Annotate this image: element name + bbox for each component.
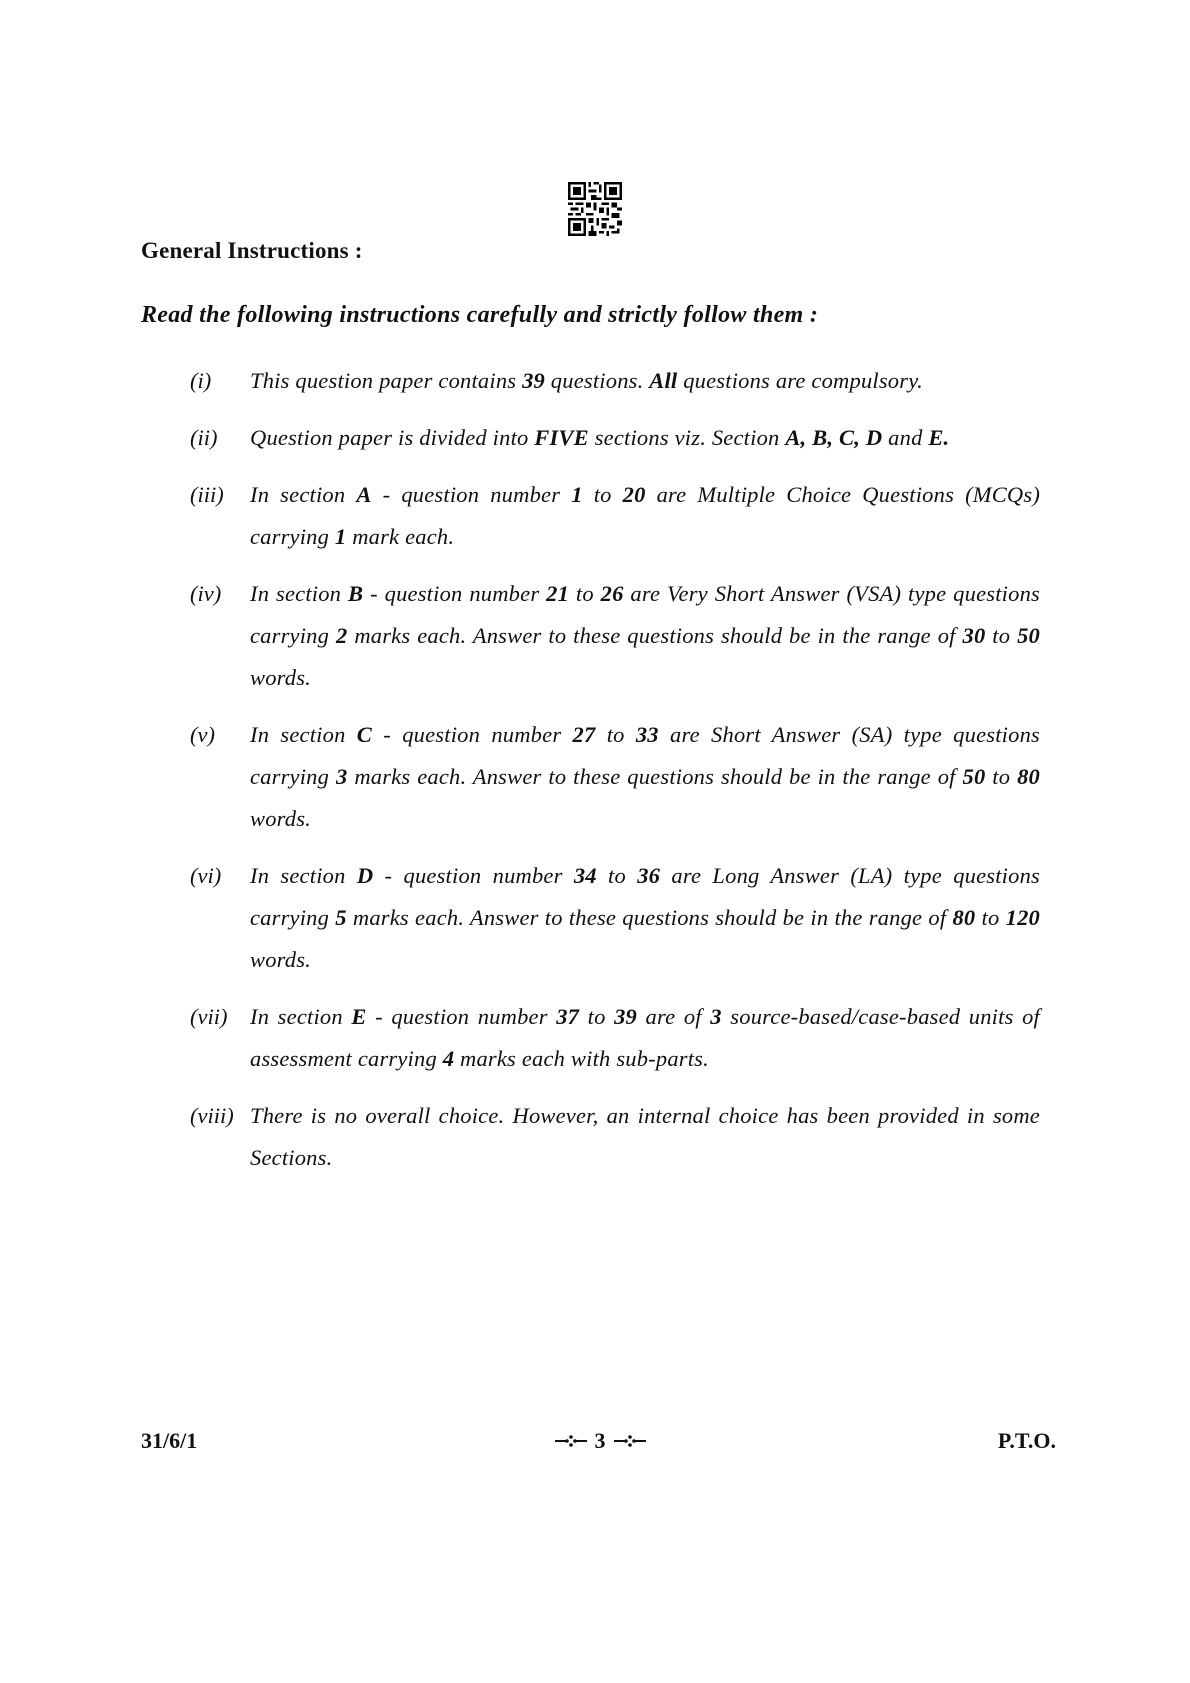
emphasis-text: E. [928, 425, 950, 450]
instruction-text-run: In section [250, 482, 357, 507]
instruction-text-run: sections viz. Section [588, 425, 786, 450]
instruction-text-run: - question number [373, 863, 574, 888]
instruction-text-run: In section [250, 1004, 352, 1029]
diamond-ornament-icon [614, 1434, 646, 1448]
emphasis-text: 80 [1017, 764, 1040, 789]
instructions-subheading: Read the following instructions carefully and strictly follow them : [141, 302, 819, 328]
emphasis-text: 37 [556, 1004, 580, 1029]
instruction-text-run: mark each. [346, 524, 455, 549]
instruction-text-run: - question number [371, 482, 572, 507]
instruction-text [250, 855, 1040, 981]
emphasis-text: C [356, 722, 373, 747]
instruction-text-run: are Long Answer (LA) type questions carrying [250, 863, 1040, 930]
instruction-text [250, 1095, 1040, 1179]
emphasis-text: 20 [622, 482, 646, 507]
instruction-text-run: In section [250, 722, 357, 747]
instruction-text-run: - question number [366, 1004, 557, 1029]
emphasis-text: 3 [335, 764, 348, 789]
instruction-text-run: to [985, 764, 1018, 789]
emphasis-text: 3 [710, 1004, 722, 1029]
instruction-list [190, 360, 1040, 1194]
page-footer [0, 1428, 1190, 1464]
instruction-item [190, 417, 1040, 459]
instruction-text-run: marks each. Answer to these questions should be in the range of [347, 623, 963, 648]
instruction-text-run: to [595, 722, 636, 747]
instruction-text-run: questions. [544, 368, 650, 393]
emphasis-text: 1 [334, 524, 347, 549]
emphasis-text: 50 [1017, 623, 1040, 648]
instruction-text-run: In section [250, 581, 348, 606]
emphasis-text: 5 [335, 905, 347, 930]
instruction-text-run: This question paper contains [250, 368, 523, 393]
diamond-ornament-icon [555, 1434, 587, 1448]
instruction-text-run: to [582, 482, 623, 507]
instruction-item [190, 360, 1040, 402]
instruction-text-run: - question number [372, 722, 573, 747]
emphasis-text: 120 [1005, 905, 1040, 930]
instruction-number: (vi) [190, 863, 222, 888]
instruction-text-run: source-based/case-based units of assessment carrying [250, 1004, 1040, 1071]
page-number-group [545, 1428, 655, 1454]
instruction-text-run: are Short Answer (SA) type questions carrying [250, 722, 1040, 789]
emphasis-text: E [351, 1004, 367, 1029]
instruction-text-run: to [579, 1004, 615, 1029]
paper-code: 31/6/1 [141, 1428, 198, 1453]
instruction-text-run: to [975, 905, 1006, 930]
instruction-number: (iii) [190, 482, 224, 507]
emphasis-text: 2 [335, 623, 348, 648]
emphasis-text: D [356, 863, 374, 888]
instruction-text-run: are Very Short Answer (VSA) type questions carrying [250, 581, 1040, 648]
instruction-number: (iv) [190, 581, 222, 606]
instruction-text-run: - question number [363, 581, 547, 606]
instruction-text [250, 573, 1040, 699]
instruction-text-run: questions are compulsory. [677, 368, 923, 393]
instruction-item [190, 474, 1040, 558]
emphasis-text: 39 [614, 1004, 638, 1029]
instruction-number: (i) [190, 368, 212, 393]
emphasis-text: 33 [635, 722, 659, 747]
instruction-text-run: are of [637, 1004, 711, 1029]
emphasis-text: A [356, 482, 372, 507]
emphasis-text: 36 [637, 863, 661, 888]
instruction-text-run: There is no overall choice. However, an internal choice has been provided in some Sections. [250, 1103, 1040, 1170]
instruction-text-run: words. [250, 947, 312, 972]
instruction-text-run: marks each. Answer to these questions should be in the range of [347, 764, 963, 789]
instruction-text-run: to [985, 623, 1018, 648]
emphasis-text: 30 [962, 623, 986, 648]
instruction-text-run: marks each. Answer to these questions should be in the range of [346, 905, 953, 930]
emphasis-text: 39 [522, 368, 545, 393]
emphasis-text: 26 [600, 581, 624, 606]
emphasis-text: 1 [571, 482, 583, 507]
emphasis-text: 4 [442, 1046, 455, 1071]
instruction-text-run: to [569, 581, 601, 606]
instruction-text-run: to [596, 863, 638, 888]
instruction-item [190, 1095, 1040, 1179]
general-instructions-heading: General Instructions : [141, 238, 363, 263]
instruction-item [190, 996, 1040, 1080]
emphasis-text: All [649, 368, 678, 393]
instruction-item [190, 714, 1040, 840]
instruction-text [250, 474, 1040, 558]
emphasis-text: B [348, 581, 364, 606]
page-number: 3 [594, 1428, 606, 1453]
instruction-text-run: marks each with sub-parts. [454, 1046, 709, 1071]
emphasis-text: 27 [572, 722, 596, 747]
instruction-text [250, 360, 1040, 402]
instruction-text-run: In section [250, 863, 357, 888]
instruction-text-run: words. [250, 665, 312, 690]
instruction-number: (ii) [190, 425, 218, 450]
emphasis-text: 21 [546, 581, 570, 606]
instruction-text [250, 714, 1040, 840]
instruction-text [250, 996, 1040, 1080]
emphasis-text: 34 [573, 863, 597, 888]
instruction-text-run: are Multiple Choice Questions (MCQs) carrying [250, 482, 1041, 549]
instruction-number: (vii) [190, 1004, 228, 1029]
emphasis-text: 80 [952, 905, 976, 930]
instruction-number: (v) [190, 722, 215, 747]
instruction-item [190, 855, 1040, 981]
instruction-text [250, 417, 1040, 459]
please-turn-over: P.T.O. [997, 1428, 1056, 1453]
instruction-text-run: words. [250, 806, 312, 831]
qr-code-icon [568, 182, 622, 236]
instruction-text-run: and [882, 425, 929, 450]
emphasis-text: FIVE [534, 425, 589, 450]
emphasis-text: A, B, C, D [785, 425, 883, 450]
emphasis-text: 50 [962, 764, 986, 789]
instruction-text-run: Question paper is divided into [250, 425, 535, 450]
instruction-item [190, 573, 1040, 699]
instruction-number: (viii) [190, 1103, 234, 1128]
